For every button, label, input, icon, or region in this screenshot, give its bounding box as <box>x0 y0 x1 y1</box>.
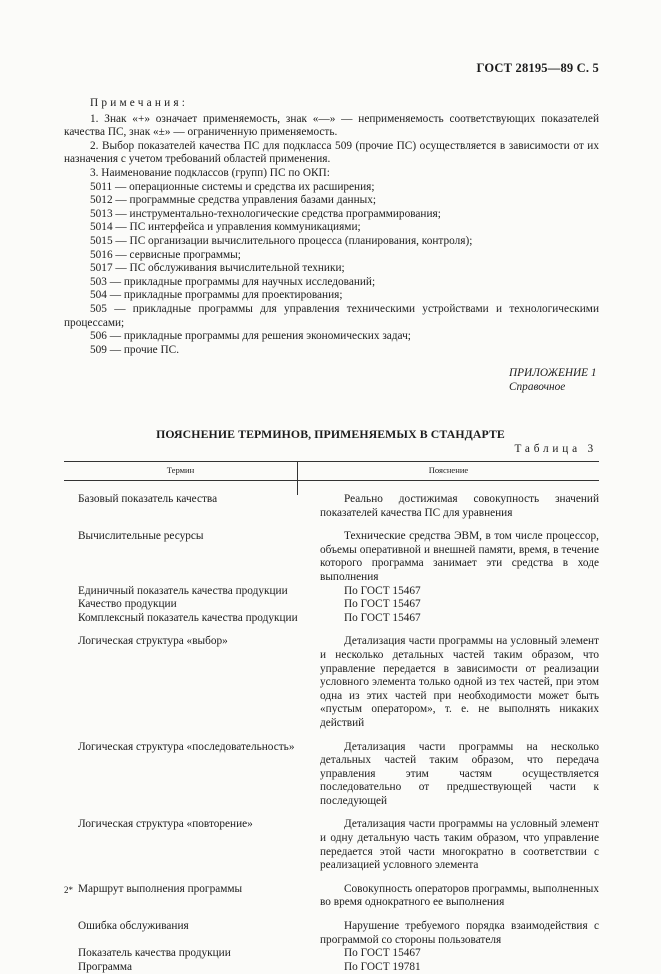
explanation-text: Детализация части программы на условный элемент и несколько детальных частей таким образом, что управление передается в зависимости от реализации условного элемента только одной из тех частей, при этом одна из этих частей при необходимости может быть «пустым оператором», т. е. не выполнять никаких действий <box>320 635 599 729</box>
page-header: ГОСТ 28195—89 С. 5 <box>476 61 599 75</box>
table-row <box>64 883 599 910</box>
annex-label <box>509 367 599 394</box>
note-2: 2. Выбор показателей качества ПС для подкласса 509 (прочие ПС) осуществляется в зависимости от их назначения с учетом требований областей применения. <box>64 139 599 166</box>
term-cell: Маршрут выполнения программы <box>78 882 243 895</box>
term-cell: Показатель качества продукции <box>78 947 231 960</box>
note-3: 3. Наименование подклассов (групп) ПС по ОКП: <box>90 166 330 179</box>
subclass-item: 5011 — операционные системы и средства их расширения; <box>90 180 375 193</box>
term-cell: Логическая структура «повторение» <box>78 818 253 831</box>
table-row <box>64 530 599 584</box>
annex-subtitle: Справочное <box>509 380 566 393</box>
explanation-cell <box>319 741 599 809</box>
term-cell: Логическая структура «последовательность» <box>78 740 295 753</box>
column-header-explanation: Пояснение <box>428 465 469 476</box>
table-row <box>64 585 599 599</box>
table-body <box>64 481 599 974</box>
table-row <box>64 635 599 730</box>
page-mark: 2* <box>64 885 73 896</box>
table-row <box>64 612 599 626</box>
explanation-text: Реально достижимая совокупность значений показателей качества ПС для уравнения <box>320 493 599 519</box>
note-1: 1. Знак «+» означает применяемость, знак «—» — неприменяемость соответствующих показателей качества ПС, знак «±» — ограниченную применяемость. <box>64 112 599 139</box>
terms-table <box>64 461 599 974</box>
explanation-text: Совокупность операторов программы, выполненных во время однократного ее выполнения <box>320 882 599 909</box>
explanation-cell <box>319 612 599 626</box>
subclass-item: 504 — прикладные программы для проектирования; <box>90 289 343 302</box>
explanation-text: По ГОСТ 15467 <box>344 947 421 960</box>
table-row <box>64 741 599 809</box>
subclass-item: 509 — прочие ПС. <box>90 343 180 356</box>
annex-title: ПРИЛОЖЕНИЕ 1 <box>509 367 597 379</box>
term-cell: Ошибка обслуживания <box>78 920 189 933</box>
explanation-text: По ГОСТ 19781 <box>344 960 421 973</box>
explanation-cell <box>319 947 599 961</box>
term-cell: Базовый показатель качества <box>78 493 218 505</box>
term-cell: Программа <box>78 960 132 973</box>
subclass-item: 5012 — программные средства управления базами данных; <box>90 194 376 207</box>
column-divider <box>297 479 298 495</box>
term-cell: Качество продукции <box>78 598 177 611</box>
table-label: Таблица 3 <box>514 443 597 455</box>
table-row <box>64 493 599 520</box>
explanation-cell <box>319 883 599 910</box>
explanation-cell <box>319 920 599 947</box>
term-cell: Единичный показатель качества продукции <box>78 584 288 597</box>
explanation-cell <box>319 961 599 974</box>
term-cell: Комплексный показатель качества продукции <box>78 611 298 624</box>
subclass-item: 5017 — ПС обслуживания вычислительной техники; <box>90 262 345 275</box>
notes-section <box>64 97 599 357</box>
explanation-text: По ГОСТ 15467 <box>344 611 421 624</box>
subclass-item: 505 — прикладные программы для управления техническими устройствами и технологическими процессами; <box>64 302 599 329</box>
notes-title: Примечания: <box>90 97 189 109</box>
subclass-item: 5016 — сервисные программы; <box>90 248 241 261</box>
term-cell: Логическая структура «выбор» <box>78 635 228 648</box>
explanation-cell <box>319 585 599 599</box>
subclass-item: 5015 — ПС организации вычислительного процесса (планирования, контроля); <box>90 234 473 247</box>
explanation-text: По ГОСТ 15467 <box>344 584 421 597</box>
subclass-item: 5014 — ПС интерфейса и управления коммуникациями; <box>90 221 361 234</box>
explanation-text: Детализация части программы на условный элемент и одну детальную часть таким образом, что управление передается этой части многократно в соответствии с реализацией условного элемента <box>320 818 599 872</box>
table-header <box>64 461 599 481</box>
explanation-cell <box>319 818 599 872</box>
table-row <box>64 818 599 872</box>
subclass-item: 503 — прикладные программы для научных исследований; <box>90 275 376 288</box>
explanation-text: Технические средства ЭВМ, в том числе процессор, объемы оперативной и внешней памяти, время, в течение которого программа занимает эти средства в ходе выполнения <box>320 530 599 583</box>
table-row <box>64 920 599 947</box>
explanation-text: Детализация части программы на несколько детальных частей таким образом, что передача управления этим частям осуществляется последовательно от предшествующей части к последующей <box>320 740 599 807</box>
explanation-cell <box>319 635 599 730</box>
table-row <box>64 598 599 612</box>
column-header-term: Термин <box>64 462 298 480</box>
explanation-text: Нарушение требуемого порядка взаимодействия с программой со стороны пользователя <box>320 920 599 946</box>
subclass-item: 5013 — инструментально-технологические средства программирования; <box>90 207 441 220</box>
section-heading: ПОЯСНЕНИЕ ТЕРМИНОВ, ПРИМЕНЯЕМЫХ В СТАНДАРТЕ <box>156 427 505 441</box>
explanation-text: По ГОСТ 15467 <box>344 598 421 611</box>
table-row <box>64 961 599 974</box>
explanation-cell <box>319 598 599 612</box>
term-cell: Вычислительные ресурсы <box>78 530 204 543</box>
table-row <box>64 947 599 961</box>
explanation-cell <box>319 530 599 584</box>
explanation-cell <box>319 493 599 520</box>
subclass-item: 506 — прикладные программы для решения экономических задач; <box>90 330 411 343</box>
